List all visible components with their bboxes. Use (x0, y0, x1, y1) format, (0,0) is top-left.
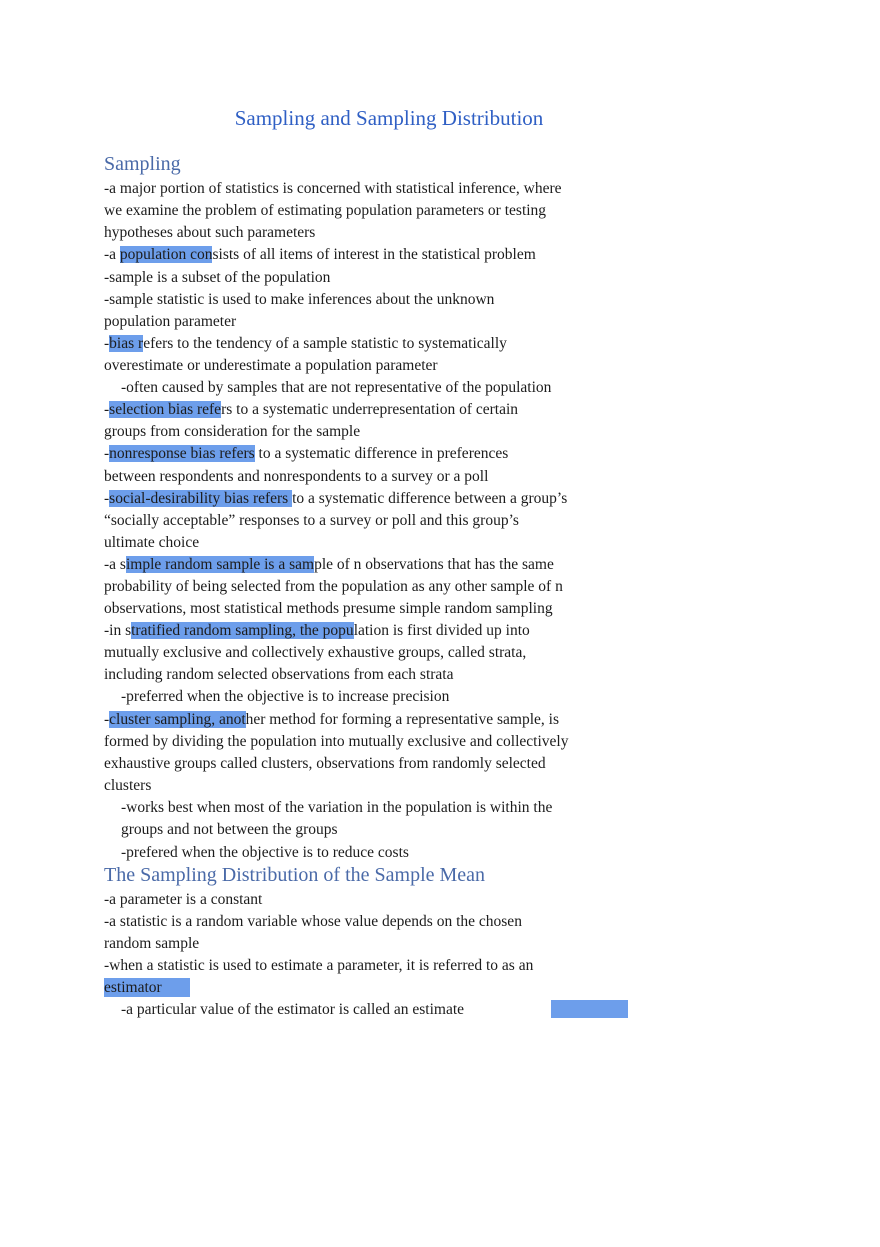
text-line: clusters (104, 777, 152, 794)
text-line: -sample statistic is used to make inferences about the unknown (104, 291, 495, 308)
text-line: overestimate or underestimate a population parameter (104, 357, 438, 374)
text-segment: efers to the tendency of a sample statistic to systematically (143, 335, 507, 352)
text-segment: - (104, 711, 110, 728)
highlighted-text: cluster sampling, anot (109, 711, 246, 728)
text-line: between respondents and nonrespondents to a survey or a poll (104, 468, 489, 485)
document-title: Sampling and Sampling Distribution (234, 106, 544, 130)
text-line: exhaustive groups called clusters, observations from randomly selected (104, 755, 546, 772)
text-line-indented: -prefered when the objective is to reduce costs (121, 844, 409, 861)
highlighted-text: social-desirability bias refers (109, 490, 293, 507)
highlighted-text: bias r (109, 335, 144, 352)
text-segment: -a s (104, 556, 126, 573)
text-line: mutually exclusive and collectively exhaustive groups, called strata, (104, 644, 527, 661)
highlighted-text: selection bias refe (109, 401, 222, 418)
text-line: ultimate choice (104, 534, 200, 551)
text-line (104, 489, 567, 509)
highlighted-text: population con (119, 246, 213, 263)
text-segment: -in s (104, 622, 132, 639)
highlighted-text: nonresponse bias refers (109, 445, 255, 462)
text-segment: - (104, 401, 110, 418)
text-segment: to a systematic difference in preferences (254, 445, 509, 462)
highlighted-text: tratified random sampling, the popu (131, 622, 354, 639)
text-line: -a major portion of statistics is concerned with statistical inference, where (104, 180, 562, 197)
text-line: observations, most statistical methods presume simple random sampling (104, 600, 553, 617)
text-segment: - (104, 445, 110, 462)
text-line: groups from consideration for the sample (104, 423, 361, 440)
text-segment: - (104, 335, 110, 352)
text-line: hypotheses about such parameters (104, 224, 316, 241)
text-segment: ple of n observations that has the same (314, 556, 554, 573)
text-line: population parameter (104, 313, 237, 330)
text-segment: - (104, 490, 110, 507)
text-line: random sample (104, 935, 200, 952)
section-heading-sampling-distribution: The Sampling Distribution of the Sample Mean (104, 864, 486, 886)
text-segment: to a systematic difference between a group’s (292, 490, 568, 507)
text-line-indented: -works best when most of the variation in the population is within the (121, 799, 553, 816)
highlight-block (551, 1000, 628, 1018)
text-line (104, 444, 508, 464)
text-line: we examine the problem of estimating population parameters or testing (104, 202, 547, 219)
text-line (104, 334, 507, 354)
text-line: -sample is a subset of the population (104, 269, 331, 286)
text-line (104, 400, 518, 420)
text-line: probability of being selected from the population as any other sample of n (104, 578, 563, 595)
text-line (104, 621, 530, 641)
text-segment: her method for forming a representative sample, is (245, 711, 559, 728)
text-line: -a parameter is a constant (104, 891, 263, 908)
text-line: “socially acceptable” responses to a survey or poll and this group’s (104, 512, 519, 529)
text-line: estimator (104, 979, 162, 996)
text-line (104, 555, 554, 575)
section-heading-sampling: Sampling (104, 153, 181, 175)
text-segment: -a (104, 246, 120, 263)
text-line-indented: groups and not between the groups (121, 821, 338, 838)
text-line-indented: -preferred when the objective is to increase precision (121, 688, 450, 705)
text-line (104, 710, 559, 730)
text-line: -when a statistic is used to estimate a parameter, it is referred to as an (104, 957, 534, 974)
text-line (104, 245, 536, 265)
text-line-indented: -a particular value of the estimator is called an estimate (121, 1001, 465, 1018)
text-segment: lation is first divided up into (353, 622, 530, 639)
text-segment: rs to a systematic underrepresentation of certain (221, 401, 519, 418)
text-line: -a statistic is a random variable whose value depends on the chosen (104, 913, 522, 930)
text-line-indented: -often caused by samples that are not representative of the population (121, 379, 552, 396)
text-segment: sists of all items of interest in the statistical problem (212, 246, 536, 263)
text-line: including random selected observations from each strata (104, 666, 454, 683)
highlighted-text: imple random sample is a sam (125, 556, 315, 573)
text-line: formed by dividing the population into mutually exclusive and collectively (104, 733, 569, 750)
